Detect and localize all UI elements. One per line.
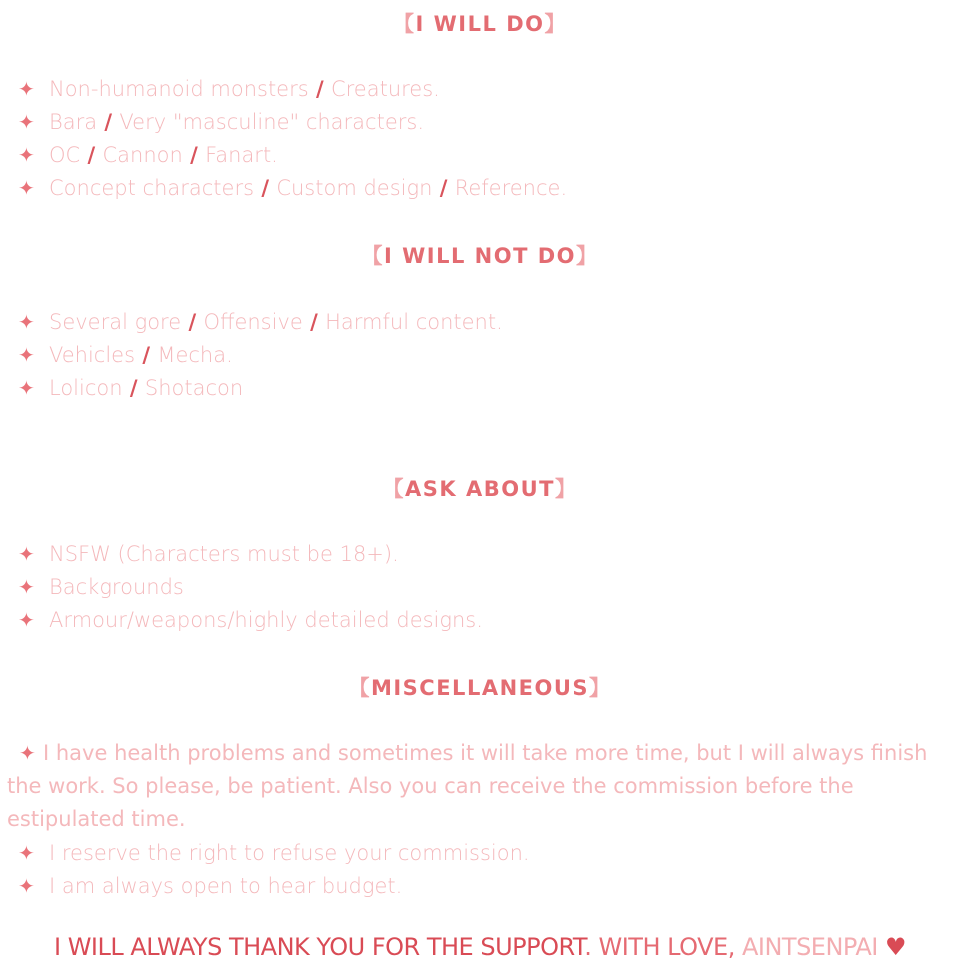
heart-icon: ♥ — [877, 933, 907, 961]
list-item: ✦ Several gore / Offensive / Harmful content. — [18, 306, 503, 339]
will-do-list — [18, 73, 567, 205]
star-icon: ✦ — [18, 310, 35, 334]
list-item: ✦ I reserve the right to refuse your commission. — [18, 837, 530, 870]
heading-will-not-do: 【I WILL NOT DO】 — [361, 244, 599, 268]
list-item: ✦ Non-humanoid monsters / Creatures. — [18, 73, 567, 106]
footer-thanks: I WILL ALWAYS THANK YOU FOR THE SUPPORT. WITH LOVE, AINTSENPAI ♥ — [53, 933, 907, 961]
star-icon: ✦ — [18, 874, 35, 898]
heading-ask-about: 【ASK ABOUT】 — [382, 477, 578, 501]
star-icon: ✦ — [18, 176, 35, 200]
list-item: ✦ Bara / Very "masculine" characters. — [18, 106, 567, 139]
list-item: ✦ Concept characters / Custom design / Reference. — [18, 172, 567, 205]
misc-paragraph: ✦ I have health problems and sometimes it will take more time, but I will always finish the work. So please, be patient. Also you can receive the commission before the estipulated time. — [7, 737, 947, 836]
star-icon: ✦ — [18, 376, 35, 400]
star-icon: ✦ — [18, 575, 35, 599]
star-icon: ✦ — [18, 608, 35, 632]
list-item: ✦ NSFW (Characters must be 18+). — [18, 538, 483, 571]
list-item: ✦ I am always open to hear budget. — [18, 870, 530, 903]
star-icon: ✦ — [18, 841, 35, 865]
ask-about-list — [18, 538, 483, 637]
list-item: ✦ Armour/weapons/highly detailed designs. — [18, 604, 483, 637]
list-item: ✦ Lolicon / Shotacon — [18, 372, 503, 405]
misc-list — [18, 837, 530, 903]
star-icon: ✦ — [18, 143, 35, 167]
star-icon: ✦ — [18, 77, 35, 101]
star-icon: ✦ — [19, 741, 36, 765]
heading-will-do: 【I WILL DO】 — [393, 12, 567, 36]
will-not-do-list — [18, 306, 503, 405]
list-item: ✦ Backgrounds — [18, 571, 483, 604]
star-icon: ✦ — [18, 343, 35, 367]
list-item: ✦ OC / Cannon / Fanart. — [18, 139, 567, 172]
star-icon: ✦ — [18, 110, 35, 134]
heading-miscellaneous: 【MISCELLANEOUS】 — [348, 676, 612, 700]
star-icon: ✦ — [18, 542, 35, 566]
signature-name: AINTSENPAI — [741, 933, 878, 961]
list-item: ✦ Vehicles / Mecha. — [18, 339, 503, 372]
